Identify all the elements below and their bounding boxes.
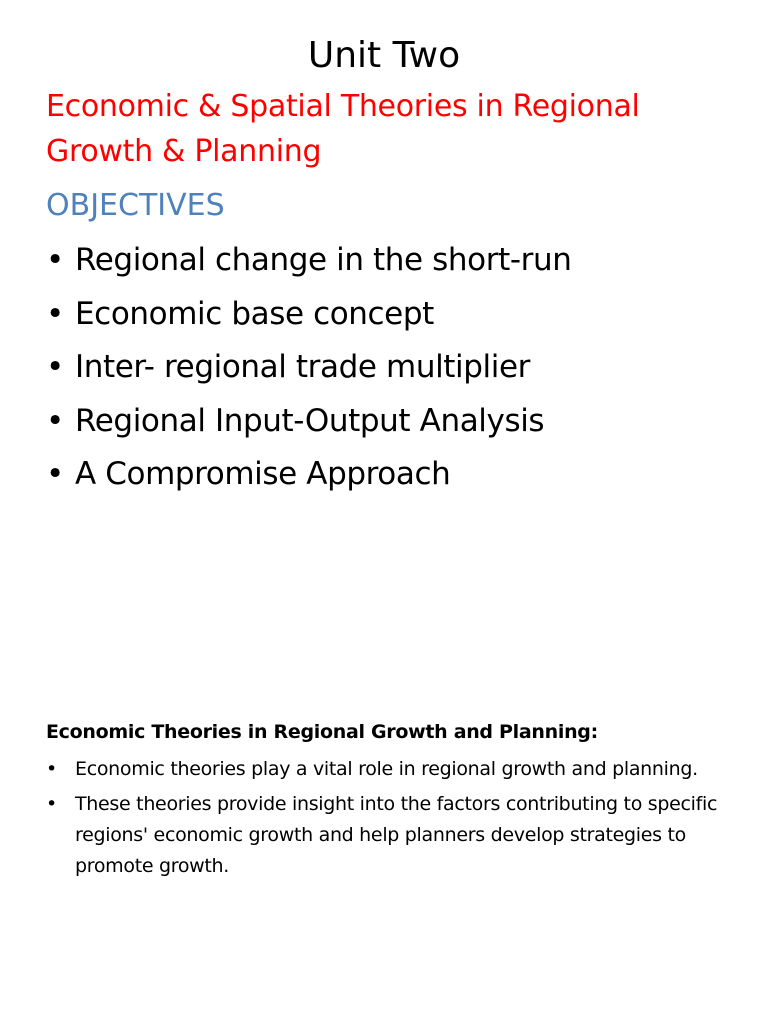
bullet-icon: • xyxy=(46,793,57,815)
objective-text: Regional Input-Output Analysis xyxy=(75,402,545,439)
section-point xyxy=(46,789,726,882)
objectives-list xyxy=(46,236,571,504)
bullet-icon: • xyxy=(46,242,64,278)
objective-text: Inter- regional trade multiplier xyxy=(75,349,530,386)
slide-title: Unit Two xyxy=(307,35,461,76)
objectives-heading: OBJECTIVES xyxy=(46,188,225,223)
objective-item xyxy=(46,397,571,451)
objective-item xyxy=(46,450,571,504)
bullet-icon: • xyxy=(46,295,64,332)
section-heading: Economic Theories in Regional Growth and Planning: xyxy=(46,721,598,743)
bullet-icon: • xyxy=(46,402,64,439)
section-points-list xyxy=(46,754,726,886)
bullet-icon: • xyxy=(46,456,64,493)
objective-item xyxy=(46,343,571,397)
bullet-icon: • xyxy=(46,349,64,386)
section-point-text: These theories provide insight into the factors contributing to specific regions' economic growth and help planners develop strategies to promote growth. xyxy=(75,793,718,877)
bullet-icon: • xyxy=(46,758,57,780)
objective-text: Regional change in the short-run xyxy=(75,242,572,278)
section-point-text: Economic theories play a vital role in regional growth and planning. xyxy=(75,758,698,780)
objective-text: Economic base concept xyxy=(75,295,434,332)
objective-item xyxy=(46,236,571,290)
objective-item xyxy=(46,290,571,344)
slide-subtitle: Economic & Spatial Theories in Regional Growth & Planning xyxy=(46,89,640,169)
objective-text: A Compromise Approach xyxy=(75,456,451,493)
section-point xyxy=(46,754,726,785)
